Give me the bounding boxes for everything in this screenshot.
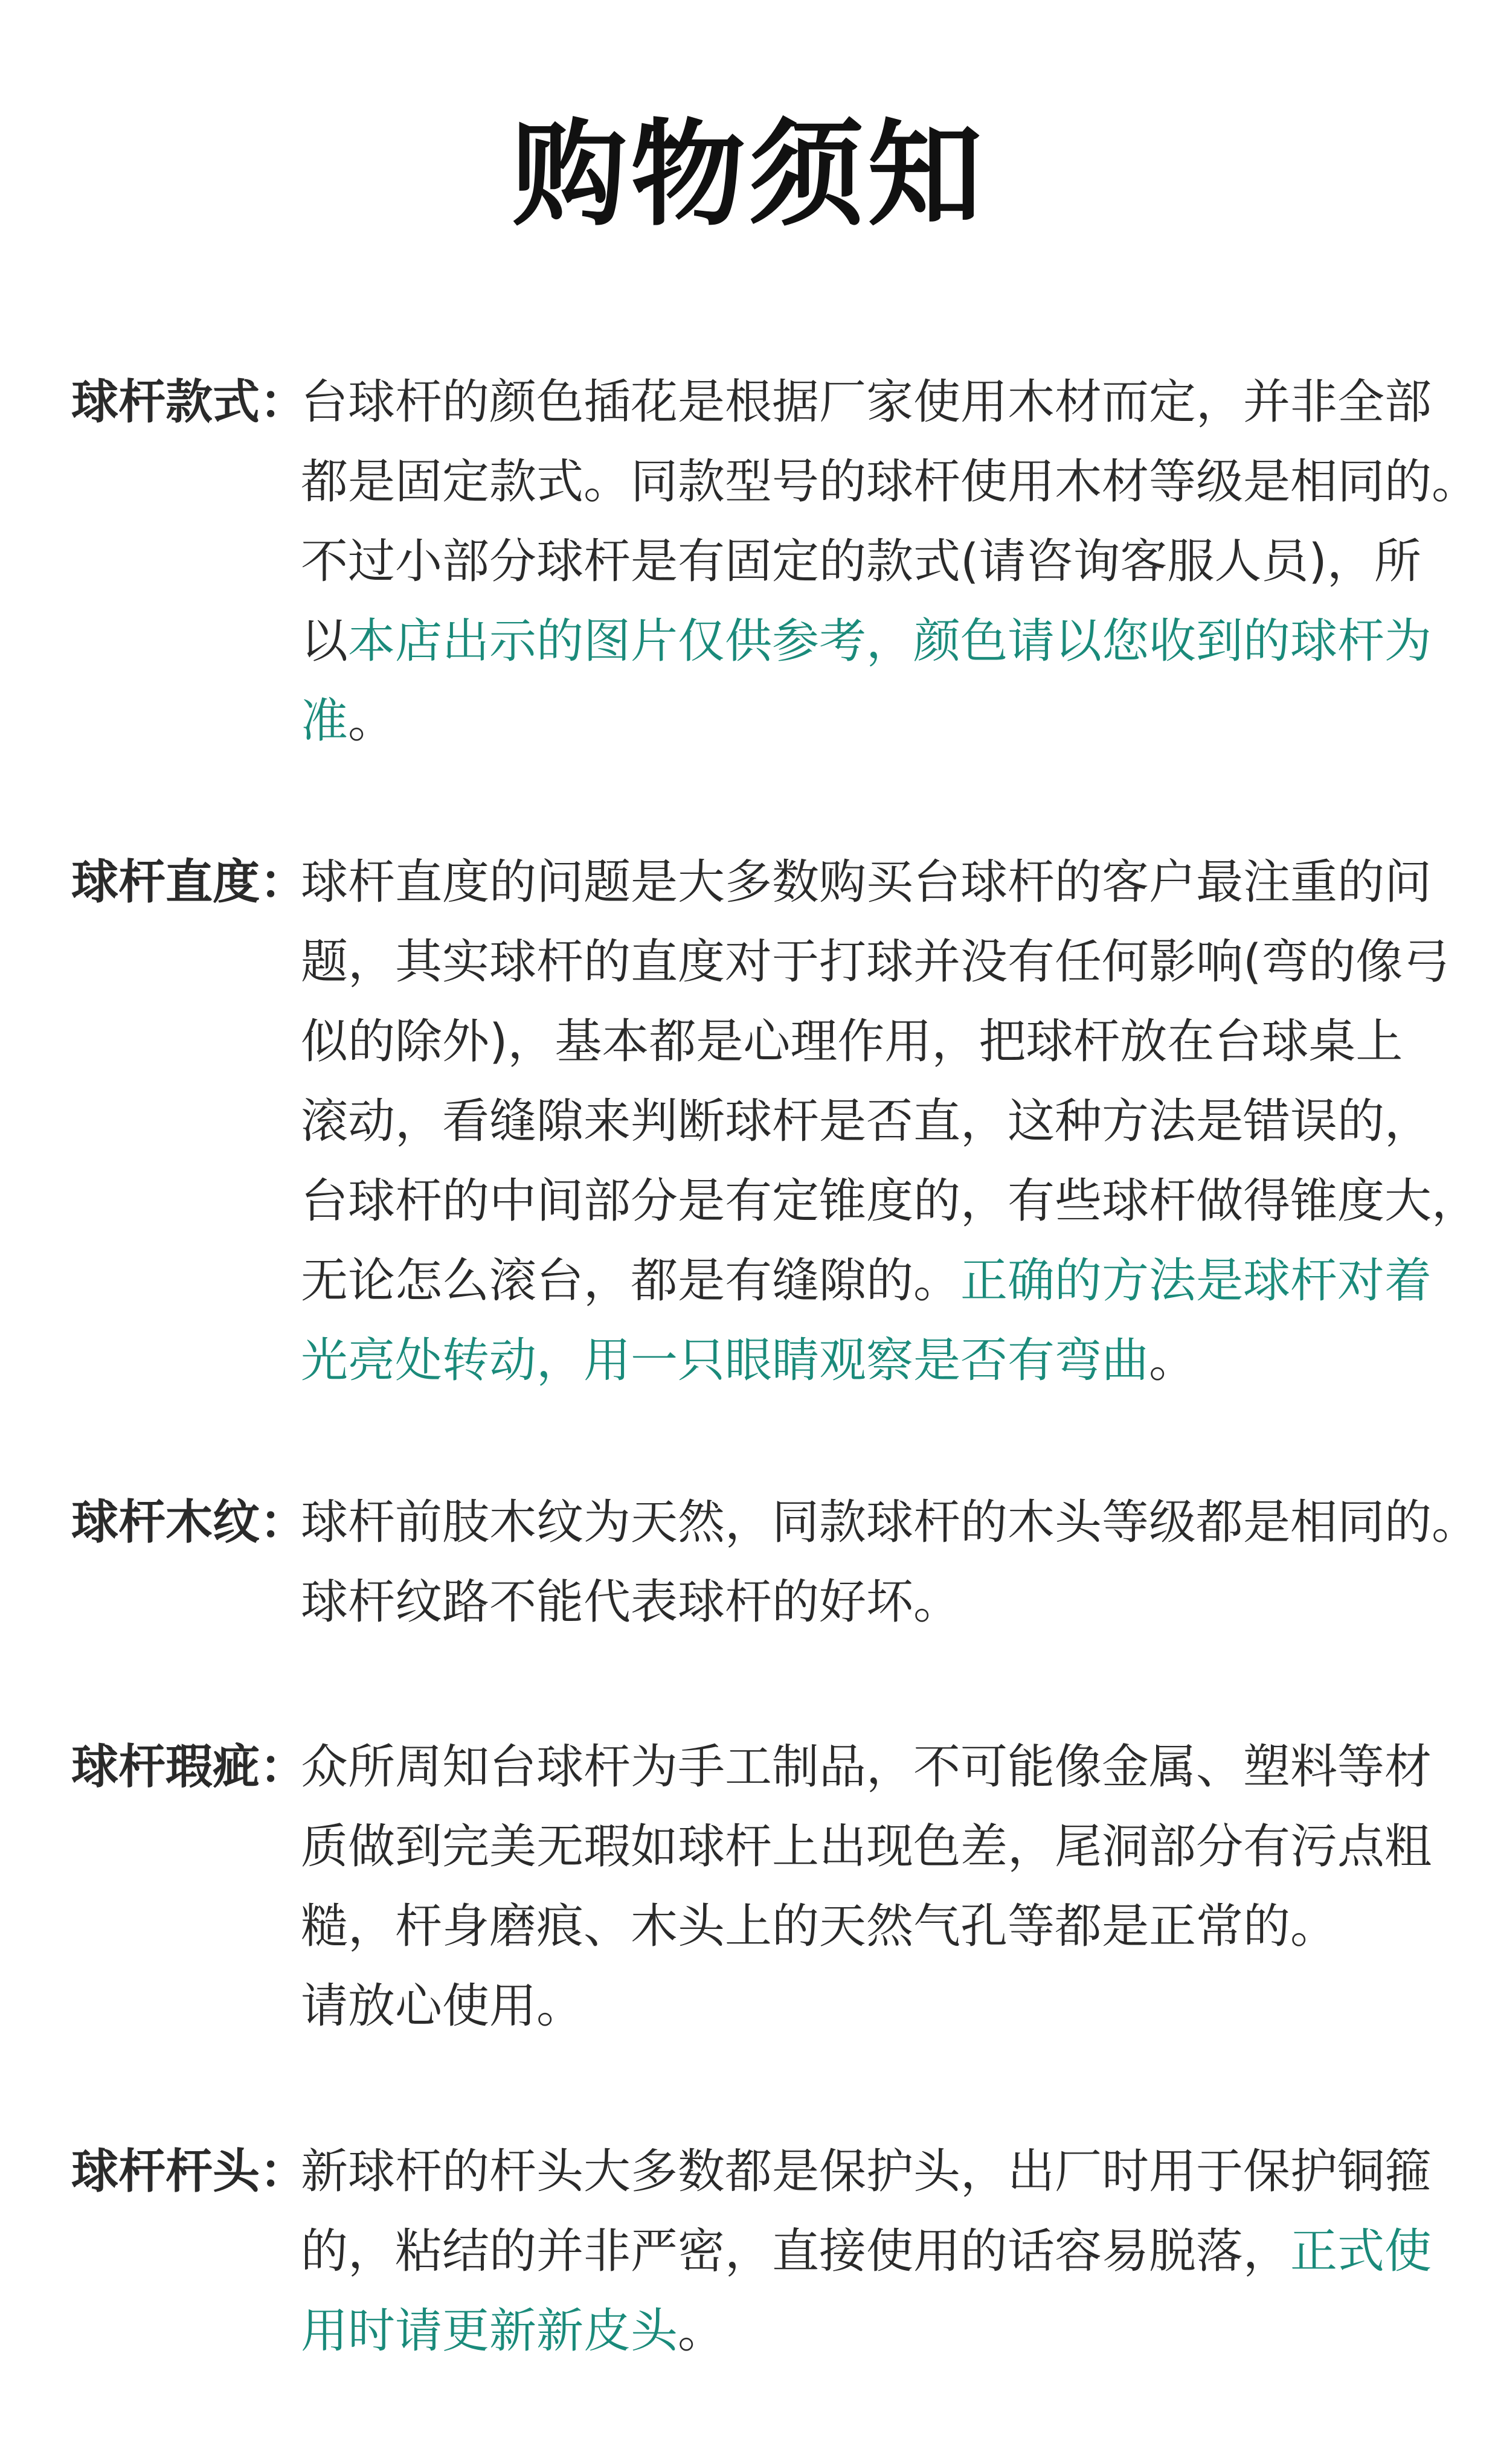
- body-line: [301, 1887, 1436, 1966]
- body-line: [301, 362, 1436, 442]
- body-text: 都是固定款式。同款型号的球杆使用木材等级是相同的。: [301, 455, 1479, 509]
- body-line: [301, 1082, 1436, 1161]
- section-label: 球杆直度：: [71, 855, 307, 910]
- body-text: 新球杆的杆头大多数都是保护头，出厂时用于保护铜箍: [301, 2145, 1432, 2199]
- body-text: 。: [678, 2304, 725, 2358]
- body-text: 众所周知台球杆为手工制品，不可能像金属、塑料等材: [301, 1740, 1432, 1794]
- body-text: 以: [301, 614, 349, 669]
- body-text: 球杆直度的问题是大多数购买台球杆的客户最注重的问: [301, 855, 1432, 910]
- body-line: [301, 922, 1450, 1002]
- body-text: 糙，杆身磨痕、木头上的天然气孔等都是正常的。: [301, 1899, 1338, 1954]
- body-text: 似的除外)，基本都是心理作用，把球杆放在台球桌上: [301, 1015, 1403, 1069]
- body-line: [301, 1727, 1436, 1807]
- body-line: [301, 602, 1436, 681]
- body-line: [301, 1807, 1436, 1887]
- body-text: 不过小部分球杆是有固定的款式(请咨询客服人员)，所: [301, 534, 1421, 589]
- highlighted-text: 准: [301, 694, 349, 748]
- section-label: 球杆款式：: [71, 375, 307, 429]
- body-text: 。: [1149, 1333, 1197, 1388]
- body-text: 质做到完美无瑕如球杆上出现色差，尾洞部分有污点粗: [301, 1820, 1432, 1874]
- body-text: 题，其实球杆的直度对于打球并没有任何影响(弯的像弓: [301, 935, 1450, 989]
- highlighted-text: 光亮处转动，用一只眼睛观察是否有弯曲: [301, 1333, 1149, 1388]
- section-body: [301, 2132, 1436, 2371]
- body-line: [301, 2291, 1436, 2371]
- body-line: [301, 1562, 1436, 1642]
- body-text: 球杆前肢木纹为天然，同款球杆的木头等级都是相同的。: [301, 1495, 1479, 1550]
- highlighted-text: 正式使: [1290, 2224, 1432, 2279]
- body-line: [301, 442, 1479, 522]
- body-text: 台球杆的颜色插花是根据厂家使用木材而定，并非全部: [301, 375, 1432, 429]
- body-text: 的，粘结的并非严密，直接使用的话容易脱落，: [301, 2224, 1291, 2279]
- body-text: 球杆纹路不能代表球杆的好坏。: [301, 1575, 961, 1629]
- body-line: [301, 1321, 1436, 1400]
- body-text: 台球杆的中间部分是有定锥度的，有些球杆做得锥度大，: [301, 1174, 1479, 1228]
- body-line: [301, 2212, 1436, 2291]
- body-line: [301, 842, 1436, 922]
- section-label: 球杆木纹：: [71, 1495, 307, 1550]
- body-line: [301, 681, 1436, 761]
- body-text: 请放心使用。: [301, 1979, 584, 2033]
- body-line: [301, 1161, 1479, 1241]
- section-body: [301, 1727, 1436, 2046]
- body-line: [301, 1002, 1436, 1082]
- section-body: [301, 362, 1479, 761]
- body-text: 滚动，看缝隙来判断球杆是否直，这种方法是错误的，: [301, 1094, 1432, 1149]
- body-line: [301, 522, 1436, 602]
- section-body: [301, 1483, 1479, 1642]
- body-line: [301, 1483, 1479, 1562]
- highlighted-text: 正确的方法是球杆对着: [960, 1254, 1432, 1308]
- section-body: [301, 842, 1479, 1400]
- highlighted-text: 用时请更新新皮头: [301, 2304, 678, 2358]
- page-title: 购物须知: [512, 108, 986, 242]
- body-text: 无论怎么滚台，都是有缝隙的。: [301, 1254, 961, 1308]
- body-text: 。: [348, 694, 396, 748]
- body-line: [301, 1241, 1436, 1321]
- body-line: [301, 2132, 1436, 2212]
- body-line: [301, 1966, 1436, 2046]
- highlighted-text: 本店出示的图片仅供参考，颜色请以您收到的球杆为: [348, 614, 1432, 669]
- section-label: 球杆瑕疵：: [71, 1740, 307, 1794]
- section-label: 球杆杆头：: [71, 2145, 307, 2199]
